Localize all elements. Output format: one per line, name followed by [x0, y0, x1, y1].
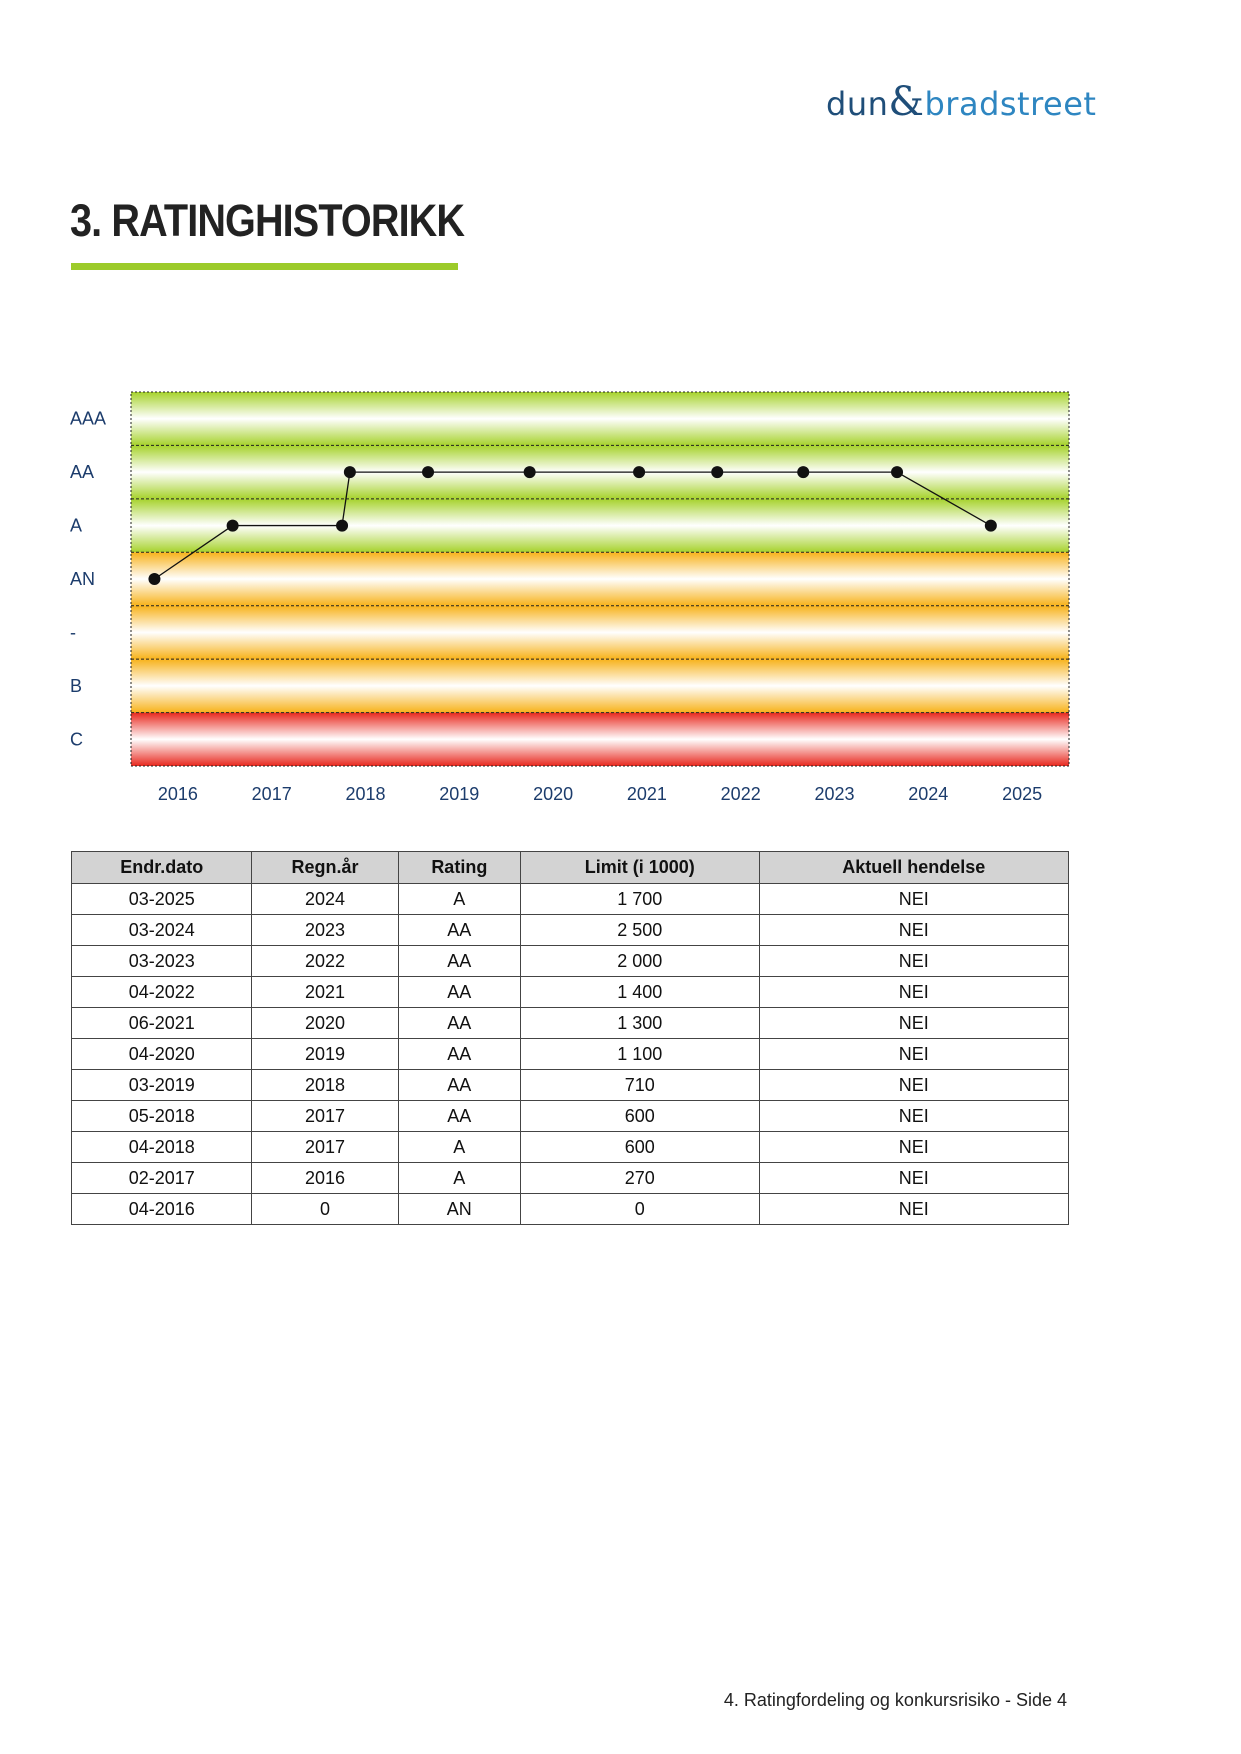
table-cell: 03-2023 [72, 946, 252, 977]
table-row [72, 1039, 1069, 1070]
table-cell: 2019 [252, 1039, 398, 1070]
table-row [72, 1132, 1069, 1163]
table-cell: A [398, 884, 520, 915]
table-cell: NEI [759, 1194, 1068, 1225]
table-cell: NEI [759, 1163, 1068, 1194]
table-cell: 1 300 [521, 1008, 760, 1039]
table-cell: AA [398, 946, 520, 977]
logo-wordmark [826, 80, 1096, 126]
title-underline [71, 263, 458, 270]
logo-text-bradstreet: bradstreet [924, 85, 1097, 123]
table-cell: 2017 [252, 1132, 398, 1163]
table-cell: NEI [759, 915, 1068, 946]
table-cell: 0 [252, 1194, 398, 1225]
x-tick-label: 2017 [251, 784, 292, 804]
table-cell: NEI [759, 1070, 1068, 1101]
table-cell: 1 400 [521, 977, 760, 1008]
table-cell: 04-2018 [72, 1132, 252, 1163]
y-tick-label: A [70, 515, 83, 536]
table-row [72, 1101, 1069, 1132]
table-cell: AA [398, 1070, 520, 1101]
table-cell: 600 [521, 1132, 760, 1163]
table-cell: 2018 [252, 1070, 398, 1101]
table-cell: NEI [759, 977, 1068, 1008]
band-c [131, 713, 1069, 766]
x-tick-label: 2025 [1002, 784, 1043, 804]
table-cell: 02-2017 [72, 1163, 252, 1194]
logo-ampersand: & [888, 79, 925, 125]
table-row [72, 1163, 1069, 1194]
table-cell: 1 100 [521, 1039, 760, 1070]
table-cell: 2024 [252, 884, 398, 915]
table-cell: 04-2022 [72, 977, 252, 1008]
table-cell: AN [398, 1194, 520, 1225]
x-tick-label: 2023 [814, 784, 855, 804]
table-cell: 270 [521, 1163, 760, 1194]
table-row [72, 1070, 1069, 1101]
table-cell: 2020 [252, 1008, 398, 1039]
band-aaa [131, 392, 1069, 445]
table-cell: 2023 [252, 915, 398, 946]
table-row [72, 884, 1069, 915]
column-header: Endr.dato [72, 852, 252, 884]
rating-history-chart [60, 380, 1070, 810]
table-cell: 04-2016 [72, 1194, 252, 1225]
table-row [72, 946, 1069, 977]
rating-point [336, 520, 348, 532]
table-cell: NEI [759, 1132, 1068, 1163]
dun-bradstreet-logo [826, 79, 1097, 128]
table-cell: 0 [521, 1194, 760, 1225]
y-tick-label: - [70, 622, 76, 643]
y-tick-label: AN [70, 569, 96, 589]
table-cell: AA [398, 1101, 520, 1132]
table-cell: 2 000 [521, 946, 760, 977]
rating-history-table [71, 851, 1069, 1225]
column-header: Limit (i 1000) [521, 852, 760, 884]
table-cell: 03-2019 [72, 1070, 252, 1101]
table-cell: 04-2020 [72, 1039, 252, 1070]
x-tick-label: 2016 [157, 784, 198, 804]
band-an [131, 552, 1069, 605]
table-row [72, 915, 1069, 946]
x-tick-label: 2021 [626, 784, 667, 804]
table-cell: NEI [759, 1101, 1068, 1132]
table-cell: A [398, 1132, 520, 1163]
table-cell: 2017 [252, 1101, 398, 1132]
table-cell: A [398, 1163, 520, 1194]
y-tick-label: AA [70, 462, 95, 483]
logo-text-dun: dun [826, 85, 889, 123]
rating-bands [131, 392, 1069, 766]
table-cell: AA [398, 1008, 520, 1039]
table-cell: 2016 [252, 1163, 398, 1194]
x-tick-label: 2018 [345, 784, 386, 804]
table-cell: 2022 [252, 946, 398, 977]
rating-point [344, 466, 356, 478]
rating-point [891, 466, 903, 478]
table-header-row [72, 852, 1069, 884]
table-row [72, 1008, 1069, 1039]
x-tick-label: 2022 [720, 784, 761, 804]
table-cell: NEI [759, 946, 1068, 977]
page-footer: 4. Ratingfordeling og konkursrisiko - Side 4 [723, 1690, 1067, 1710]
band-b [131, 659, 1069, 712]
table-cell: 2 500 [521, 915, 760, 946]
table-cell: 06-2021 [72, 1008, 252, 1039]
table-cell: 1 700 [521, 884, 760, 915]
rating-point [227, 520, 239, 532]
table-row [72, 977, 1069, 1008]
table-cell: NEI [759, 1008, 1068, 1039]
page-title: 3. RATINGHISTORIKK [70, 195, 465, 246]
rating-point [148, 573, 160, 585]
table-row [72, 1194, 1069, 1225]
column-header: Regn.år [252, 852, 398, 884]
rating-point [711, 466, 723, 478]
rating-point [422, 466, 434, 478]
table-cell: NEI [759, 1039, 1068, 1070]
table-cell: 710 [521, 1070, 760, 1101]
band-dash [131, 606, 1069, 659]
rating-point [985, 520, 997, 532]
table-cell: 2021 [252, 977, 398, 1008]
column-header: Rating [398, 852, 520, 884]
table-cell: 600 [521, 1101, 760, 1132]
x-tick-label: 2020 [533, 784, 574, 804]
table-cell: 03-2025 [72, 884, 252, 915]
rating-point [633, 466, 645, 478]
rating-point [524, 466, 536, 478]
table-cell: AA [398, 1039, 520, 1070]
y-tick-label: B [70, 675, 83, 696]
x-tick-label: 2019 [439, 784, 480, 804]
table-body [72, 884, 1069, 1225]
table-cell: NEI [759, 884, 1068, 915]
y-tick-label: AAA [70, 408, 107, 429]
x-axis-labels [158, 784, 1042, 804]
column-header: Aktuell hendelse [759, 852, 1068, 884]
table-cell: 05-2018 [72, 1101, 252, 1132]
y-axis-labels [70, 409, 106, 750]
table-cell: 03-2024 [72, 915, 252, 946]
rating-point [797, 466, 809, 478]
y-tick-label: C [70, 729, 83, 750]
table-cell: AA [398, 915, 520, 946]
x-tick-label: 2024 [908, 784, 949, 804]
table-cell: AA [398, 977, 520, 1008]
